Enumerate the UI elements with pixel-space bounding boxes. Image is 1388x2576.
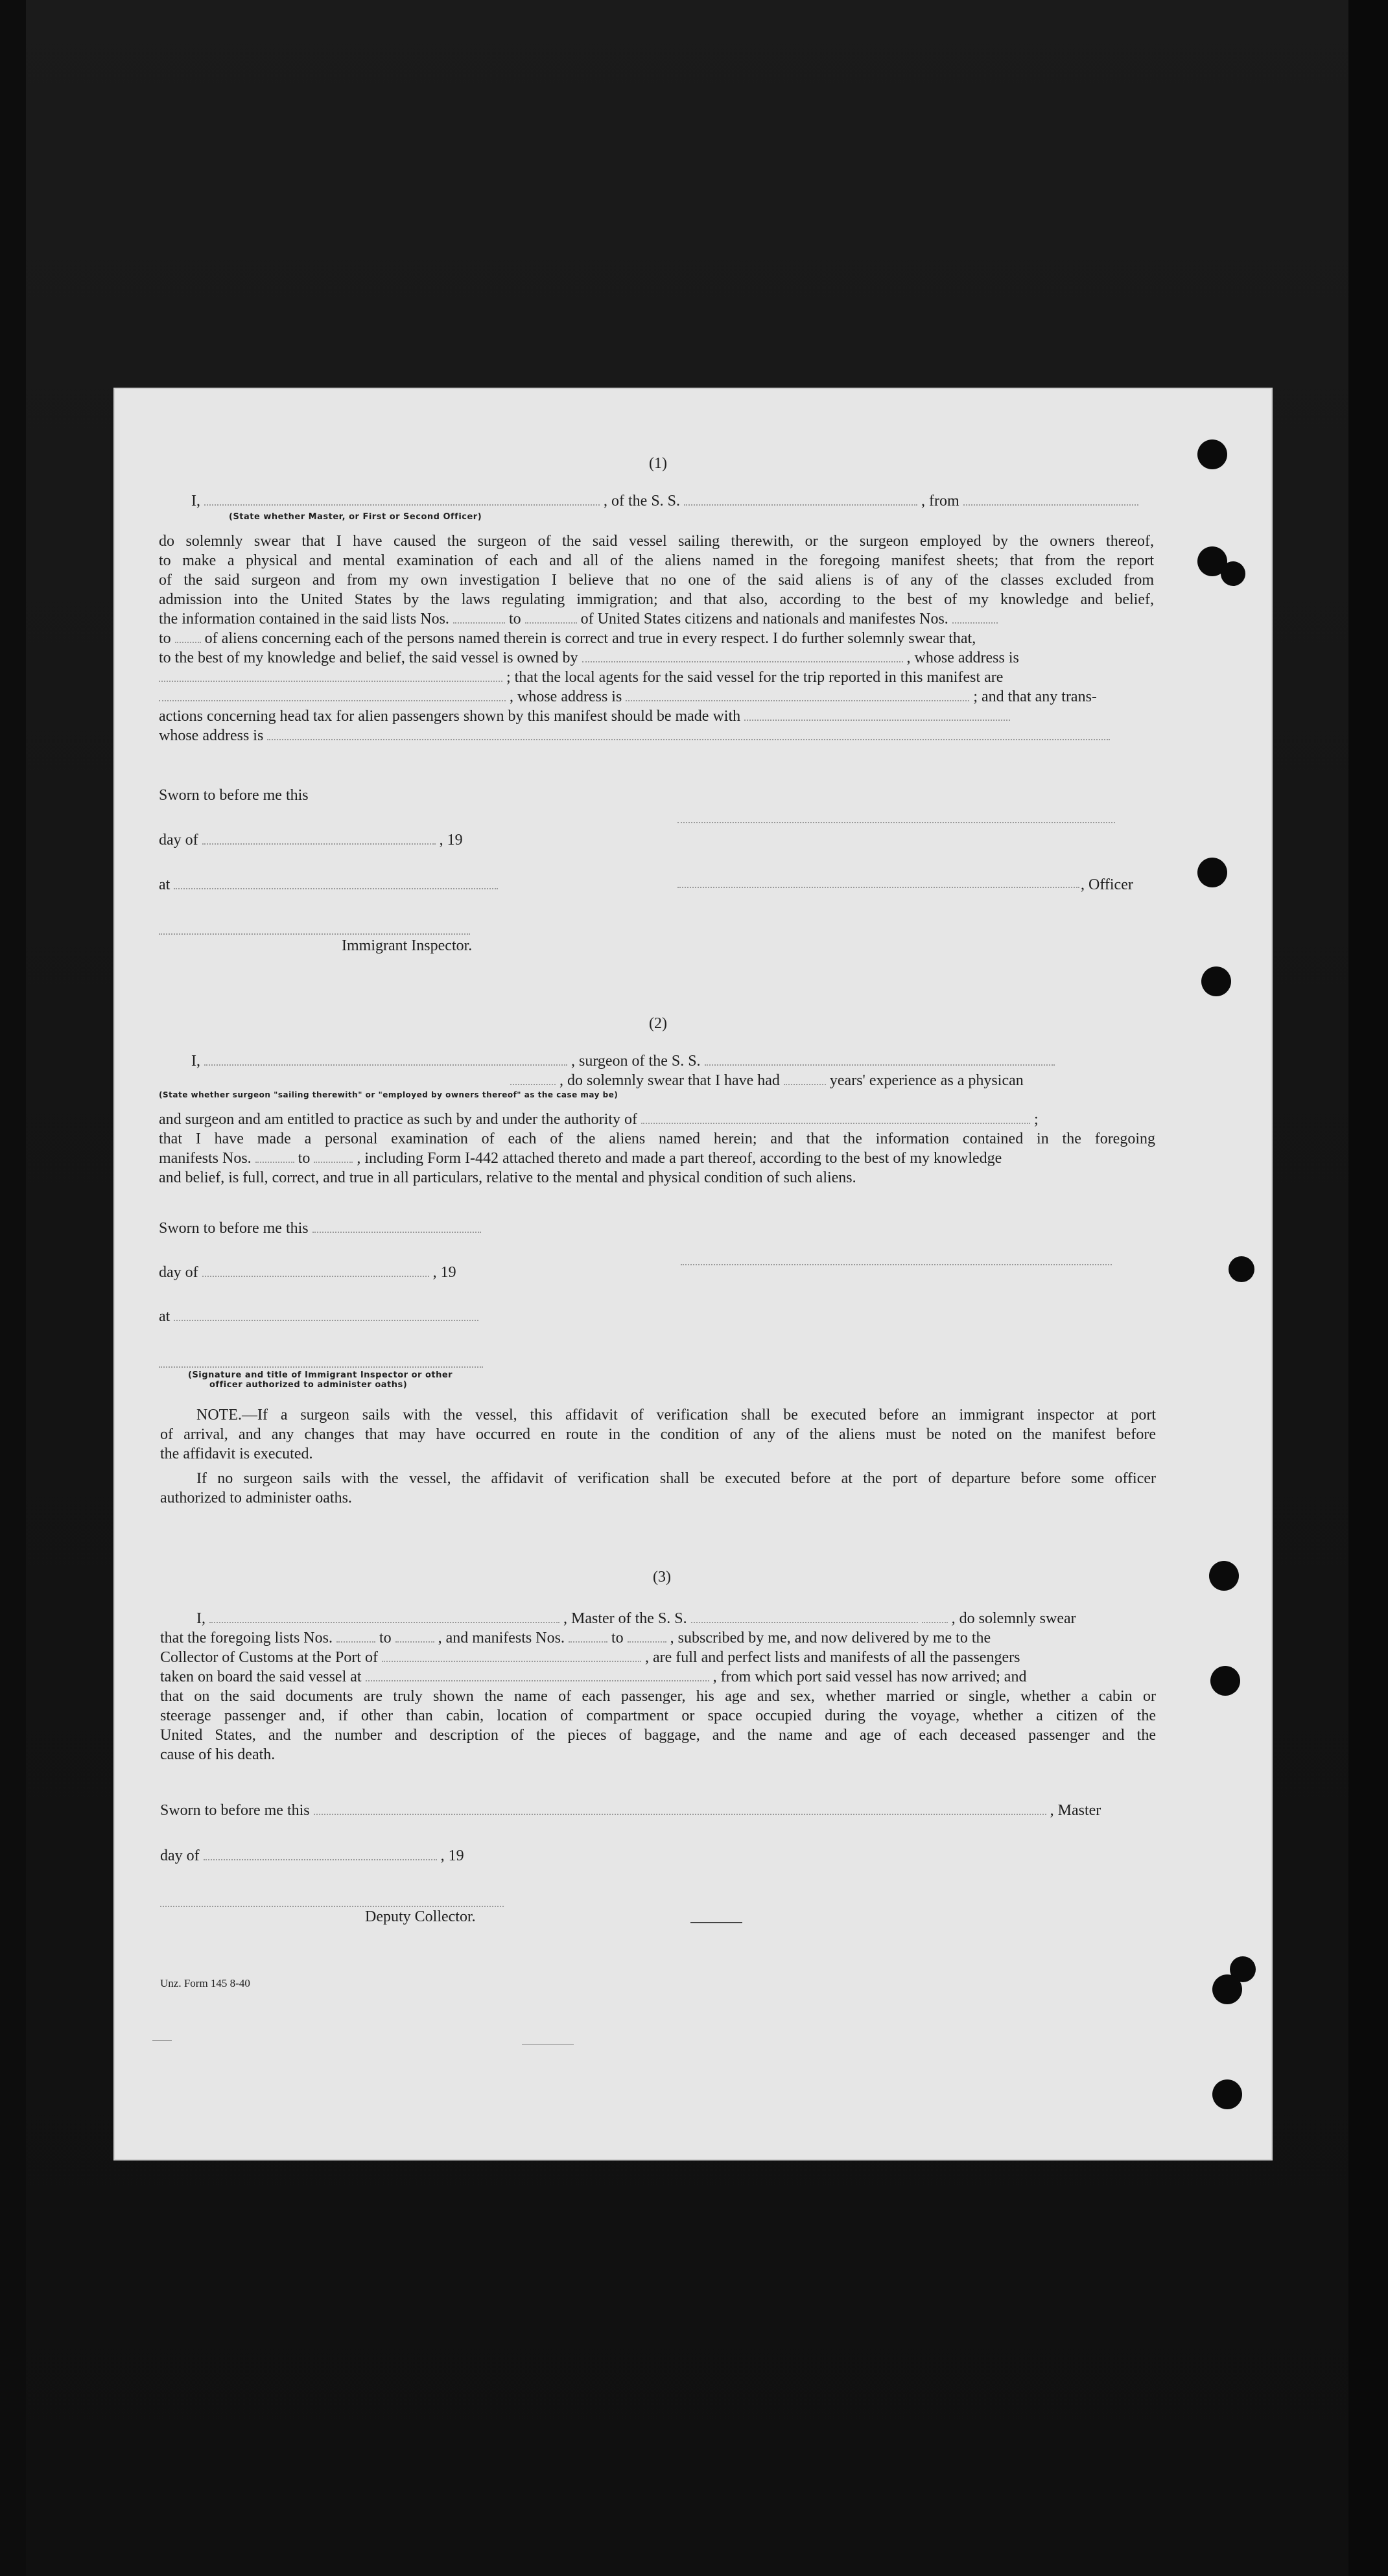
owner-address-field[interactable]	[159, 669, 502, 682]
section-2-sworn-field[interactable]	[312, 1220, 481, 1233]
manifests-from-field[interactable]	[952, 611, 998, 624]
section-3-master-of: , Master of the S. S.	[563, 1610, 687, 1627]
punch-hole	[1197, 858, 1227, 887]
section-3-manifests-from[interactable]	[569, 1630, 607, 1643]
section-1-officer-line[interactable]	[677, 887, 1079, 888]
section-2-manifests-to[interactable]	[314, 1150, 353, 1163]
section-3-subscribed: , subscribed by me, and now delivered by me to the	[670, 1630, 991, 1646]
section-1-signature-line[interactable]	[677, 822, 1115, 823]
section-3-day-of: day of	[160, 1847, 200, 1864]
section-2-date-field[interactable]	[202, 1264, 429, 1277]
section-3-year: , 19	[440, 1847, 464, 1864]
head-tax-address-label: whose address is	[159, 727, 264, 744]
surgeon-hint: (State whether surgeon "sailing therewith" or "employed by owners thereof" as the case may be)	[159, 1090, 618, 1099]
punch-hole	[1212, 1974, 1242, 2004]
swear-label: , do solemnly swear that I have had	[559, 1072, 780, 1089]
section-3-to-2: to	[611, 1630, 624, 1646]
section-3-to-1: to	[379, 1630, 392, 1646]
section-3-extra-field[interactable]	[922, 1610, 948, 1623]
section-3-lists-label: that the foregoing lists Nos.	[160, 1630, 333, 1646]
vessel-name-field[interactable]	[684, 493, 917, 506]
section-1-line-3: of the said surgeon and from my own investigation I believe that no one of the said aliens is of any of the classes excluded from	[159, 572, 1154, 589]
scan-right-edge	[1348, 0, 1388, 2576]
section-1-officer: , Officer	[1081, 876, 1133, 893]
section-3-number: (3)	[653, 1569, 671, 1586]
section-2-at: at	[159, 1308, 171, 1325]
punch-hole	[1212, 2079, 1242, 2109]
day-of-label: day of	[159, 832, 198, 849]
section-1-opening	[191, 491, 1138, 511]
section-2-vessel-field[interactable]	[705, 1053, 1055, 1066]
section-3-master-field[interactable]	[209, 1610, 559, 1623]
punch-hole	[1201, 966, 1231, 996]
section-1-from: , from	[921, 493, 959, 509]
section-1-line-4: admission into the United States by the laws regulating immigration; and that also, according to the best of my knowledge and belief,	[159, 591, 1154, 608]
section-1-day-line	[159, 830, 463, 850]
form-i442-label: , including Form I-442 attached thereto and made a part thereof, according to the best of my knowledge	[357, 1150, 1002, 1167]
section-3-line-13: cause of his death.	[160, 1746, 276, 1763]
lists-from-field[interactable]	[453, 611, 505, 624]
collector-port-field[interactable]	[382, 1649, 641, 1662]
section-1-sworn: Sworn to before me this	[159, 787, 309, 804]
section-2-year: , 19	[432, 1264, 456, 1281]
manifests-to-label: to	[159, 630, 171, 647]
section-3-swear: , do solemnly swear	[951, 1610, 1076, 1627]
punch-hole	[1221, 561, 1245, 586]
section-2-to-label: to	[298, 1150, 311, 1167]
section-1-inspector: Immigrant Inspector.	[342, 937, 473, 954]
taken-on-board-label: taken on board the said vessel at	[160, 1669, 362, 1685]
collector-port-label: Collector of Customs at the Port of	[160, 1649, 378, 1666]
head-tax-address-field[interactable]	[267, 727, 1110, 740]
section-1-aliens-line	[159, 629, 976, 648]
aliens-statement: of aliens concerning each of the persons named therein is correct and true in every respect. I do further solemnly swear that,	[204, 630, 976, 647]
section-1-lists-line	[159, 609, 998, 629]
owned-by-label: to the best of my knowledge and belief, the said vessel is owned by	[159, 650, 578, 666]
section-2-day-of: day of	[159, 1264, 198, 1281]
section-2-place-field[interactable]	[174, 1308, 478, 1321]
manifests-label: of United States citizens and nationals and manifestes Nos.	[580, 611, 948, 627]
lists-nos-label: the information contained in the said lists Nos.	[159, 611, 449, 627]
section-3-i: I,	[196, 1610, 206, 1627]
signature-hint-1: (Signature and title of Immigrant Inspector or other	[188, 1370, 453, 1380]
authority-label: and surgeon and am entitled to practice as such by and under the authority of	[159, 1111, 637, 1128]
section-1-i: I,	[191, 493, 200, 509]
section-3-line-12: United States, and the number and description of the pieces of baggage, and the name and age of each deceased passenger and the	[160, 1727, 1156, 1744]
section-2-swear-line	[510, 1071, 1024, 1090]
section-1-inspector-line[interactable]	[159, 933, 470, 935]
lists-perfect-label: , are full and perfect lists and manifests of all the passengers	[644, 1649, 1020, 1666]
head-tax-field[interactable]	[744, 708, 1010, 721]
section-2-signature-line[interactable]	[681, 1264, 1112, 1265]
section-3-lists-from[interactable]	[336, 1630, 375, 1643]
section-2-manifests-from[interactable]	[255, 1150, 294, 1163]
note-line-2: of arrival, and any changes that may have occurred en route in the condition of any of the aliens must be noted on the manifest before	[160, 1426, 1156, 1443]
section-1-number: (1)	[649, 455, 667, 472]
section-1-headtax-line	[159, 707, 1010, 726]
section-1-of-ss: , of the S. S.	[604, 493, 681, 509]
signature-hint-2: officer authorized to administer oaths)	[209, 1380, 408, 1390]
role-hint: (State whether Master, or First or Second Officer)	[229, 512, 482, 522]
agents-address-field[interactable]	[626, 688, 969, 701]
section-3-vessel-at-line	[160, 1667, 1026, 1687]
departure-port-field[interactable]	[963, 493, 1138, 506]
lists-to-field[interactable]	[525, 611, 577, 624]
section-3-signature-field[interactable]	[314, 1802, 1046, 1815]
punch-hole	[1229, 1256, 1254, 1282]
section-3-sworn-label: Sworn to before me this	[160, 1802, 310, 1819]
section-2-i: I,	[191, 1053, 200, 1070]
master-name-field[interactable]	[204, 493, 600, 506]
surgeon-of-label: , surgeon of the S. S.	[571, 1053, 701, 1070]
punch-hole	[1197, 439, 1227, 469]
section-3-master: , Master	[1050, 1802, 1101, 1819]
section-3-day-line	[160, 1846, 464, 1866]
section-1-line-2: to make a physical and mental examination of each and all of the aliens named in the foregoing manifest sheets; that from the report	[159, 552, 1154, 569]
section-2-sworn-label: Sworn to before me this	[159, 1220, 309, 1237]
section-3-manifests-to[interactable]	[628, 1630, 666, 1643]
arrived-label: , from which port said vessel has now arrived; and	[712, 1669, 1027, 1685]
head-tax-label: actions concerning head tax for alien passengers shown by this manifest should be made with	[159, 708, 741, 725]
section-3-manifests-label: , and manifests Nos.	[438, 1630, 565, 1646]
section-1-place-field[interactable]	[174, 876, 498, 889]
scan-left-edge	[0, 0, 26, 2576]
section-1-headtax-address-line	[159, 726, 1110, 745]
manifests-to-field[interactable]	[175, 630, 201, 643]
section-2-at-line	[159, 1307, 478, 1326]
at-label: at	[159, 876, 171, 893]
note2-line-1: If no surgeon sails with the vessel, the affidavit of verification shall be executed before at the port of departure before some officer	[196, 1470, 1156, 1487]
ink-mark	[152, 2040, 172, 2041]
section-1-agent-address-line	[159, 687, 1097, 707]
section-1-line-1: do solemnly swear that I have caused the surgeon of the said vessel sailing therewith, or the surgeon employed by the owners thereof,	[159, 533, 1154, 550]
deputy-collector: Deputy Collector.	[365, 1908, 476, 1925]
section-2-manifests-label: manifests Nos.	[159, 1150, 252, 1167]
lists-to-label: to	[508, 611, 521, 627]
years-field[interactable]	[784, 1072, 826, 1085]
section-3-line-10: that on the said documents are truly shown the name of each passenger, his age and sex, whether married or single, whether a cabin or	[160, 1688, 1156, 1705]
form-id: Unz. Form 145 8-40	[160, 1977, 250, 1989]
transactions-label: ; and that any trans-	[973, 688, 1097, 705]
section-3-line-11: steerage passenger and, if other than cabin, location of compartment or space occupied during the voyage, whether a citizen of the	[160, 1707, 1156, 1724]
owner-address-label: , whose address is	[906, 650, 1019, 666]
section-3-date-field[interactable]	[204, 1847, 437, 1860]
section-3-lists-to[interactable]	[395, 1630, 434, 1643]
section-2-line-3: that I have made a personal examination of each of the aliens named herein; and that the information contained in the foregoing	[159, 1130, 1155, 1147]
agents-label: ; that the local agents for the said vessel for the trip reported in this manifest are	[506, 669, 1004, 686]
note-line-1: NOTE.—If a surgeon sails with the vessel, this affidavit of verification shall be executed before an immigrant inspector at port	[196, 1407, 1156, 1423]
note2-line-2: authorized to administer oaths.	[160, 1490, 352, 1506]
section-2-line-6: and belief, is full, correct, and true in all particulars, relative to the mental and physical condition of such aliens.	[159, 1169, 856, 1186]
section-1-owner-line	[159, 648, 1019, 668]
authority-field[interactable]	[641, 1111, 1030, 1124]
section-3-lists-line	[160, 1628, 991, 1648]
surgeon-name-field[interactable]	[204, 1053, 567, 1066]
section-2-inspector-line[interactable]	[159, 1366, 483, 1368]
ink-mark	[690, 1922, 742, 1923]
punch-hole	[1210, 1666, 1240, 1696]
section-2-authority-line	[159, 1110, 1039, 1129]
section-2-day-line	[159, 1263, 456, 1282]
boarding-port-field[interactable]	[366, 1669, 709, 1681]
section-3-sworn-line	[160, 1801, 1101, 1820]
section-1-date-field[interactable]	[202, 832, 436, 845]
section-3-vessel-field[interactable]	[691, 1610, 918, 1623]
authority-end: ;	[1034, 1111, 1039, 1128]
punch-hole	[1209, 1561, 1239, 1591]
surgeon-type-field[interactable]	[510, 1072, 556, 1085]
section-3-opening	[196, 1609, 1076, 1628]
section-3-collector-line	[160, 1648, 1020, 1667]
section-1-at-line	[159, 875, 498, 895]
owner-field[interactable]	[582, 650, 903, 662]
section-2-manifests-line	[159, 1149, 1002, 1168]
section-2-sworn	[159, 1219, 481, 1238]
form-sheet	[113, 388, 1273, 2160]
section-2-number: (2)	[649, 1015, 667, 1032]
year-label: , 19	[439, 832, 463, 849]
section-1-agents-line	[159, 668, 1003, 687]
agents-address-label: , whose address is	[510, 688, 622, 705]
note-line-3: the affidavit is executed.	[160, 1446, 313, 1462]
experience-label: years' experience as a physican	[829, 1072, 1024, 1089]
agents-field[interactable]	[159, 688, 506, 701]
section-2-opening	[191, 1051, 1055, 1071]
